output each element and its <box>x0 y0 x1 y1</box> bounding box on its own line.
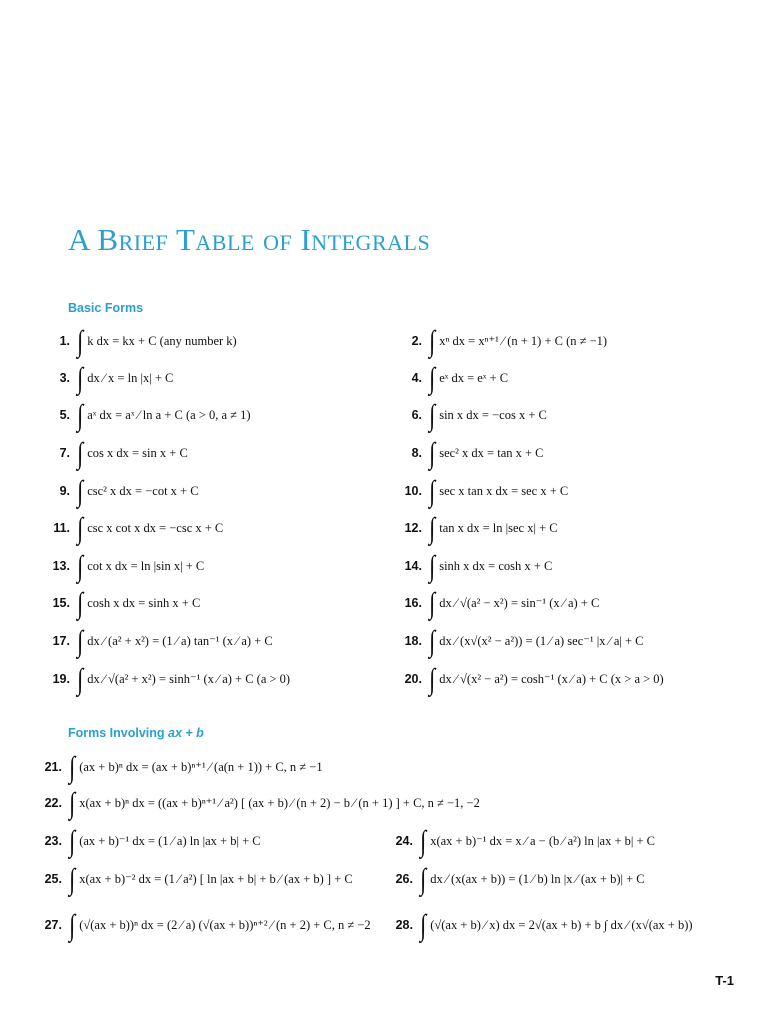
formula-number: 20. <box>404 672 422 686</box>
formula-number: 18. <box>404 634 422 648</box>
formula-14 <box>396 550 553 583</box>
integral-sign: ∫ <box>429 325 436 358</box>
integral-sign: ∫ <box>429 437 436 470</box>
integral-sign: ∫ <box>77 512 84 545</box>
formula-23 <box>36 825 261 858</box>
integral-sign: ∫ <box>420 863 427 896</box>
formula-expression: sec² x dx = tan x + C <box>439 445 544 460</box>
formula-11 <box>44 512 224 545</box>
formula-number: 16. <box>404 596 422 610</box>
formula-24 <box>387 825 656 858</box>
integral-sign: ∫ <box>429 625 436 658</box>
integral-sign: ∫ <box>77 437 84 470</box>
formula-expression: k dx = kx + C (any number k) <box>87 333 237 348</box>
formula-number: 9. <box>59 484 70 498</box>
formula-18 <box>396 625 644 658</box>
section-heading-variable: ax + b <box>168 726 204 740</box>
formula-17 <box>44 625 273 658</box>
formula-19 <box>44 663 291 696</box>
integral-sign: ∫ <box>77 475 84 508</box>
formula-number: 10. <box>404 484 422 498</box>
formula-number: 4. <box>411 371 422 385</box>
formula-number: 2. <box>411 334 422 348</box>
formula-expression: (√(ax + b))ⁿ dx = (2 ⁄ a) (√(ax + b))ⁿ⁺² ⁄ (n + 2) + C, n ≠ −2 <box>79 918 371 932</box>
section-heading-text: Basic Forms <box>68 301 144 315</box>
formula-number: 21. <box>44 760 62 774</box>
formula-25 <box>36 863 353 896</box>
integral-sign: ∫ <box>77 663 84 696</box>
formula-9 <box>44 475 199 508</box>
formula-12 <box>396 512 558 545</box>
formula-expression: dx ⁄ √(x² − a²) = cosh⁻¹ (x ⁄ a) + C (x > a > 0) <box>439 672 664 686</box>
integral-sign: ∫ <box>69 863 76 896</box>
integral-sign: ∫ <box>429 399 436 432</box>
integral-sign: ∫ <box>429 550 436 583</box>
formula-expression: aˣ dx = aˣ ⁄ ln a + C (a > 0, a ≠ 1) <box>87 407 251 422</box>
integral-sign: ∫ <box>77 325 84 358</box>
formula-number: 8. <box>411 446 422 460</box>
formula-number: 28. <box>395 918 413 932</box>
formula-expression: dx ⁄ (x√(x² − a²)) = (1 ⁄ a) sec⁻¹ |x ⁄ a| + C <box>439 634 644 648</box>
formula-number: 13. <box>52 559 70 573</box>
formula-expression: eˣ dx = eˣ + C <box>439 370 509 385</box>
integral-sign: ∫ <box>69 751 76 784</box>
formula-number: 24. <box>395 834 413 848</box>
formula-number: 17. <box>52 634 70 648</box>
formula-21 <box>36 751 323 784</box>
section-heading-text: Forms Involving <box>68 726 169 740</box>
formula-1 <box>44 325 237 358</box>
formula-27 <box>36 909 371 942</box>
integral-sign: ∫ <box>69 825 76 858</box>
formula-expression: sinh x dx = cosh x + C <box>439 558 553 573</box>
integral-sign: ∫ <box>77 550 84 583</box>
formula-number: 19. <box>52 672 70 686</box>
integral-sign: ∫ <box>77 625 84 658</box>
formula-number: 12. <box>404 521 422 535</box>
formula-number: 25. <box>44 872 62 886</box>
integral-sign: ∫ <box>429 512 436 545</box>
integral-sign: ∫ <box>429 362 436 395</box>
integral-sign: ∫ <box>420 909 427 942</box>
formula-number: 23. <box>44 834 62 848</box>
formula-number: 5. <box>59 408 70 422</box>
formula-expression: x(ax + b)⁻² dx = (1 ⁄ a²) [ ln |ax + b| + b ⁄ (ax + b) ] + C <box>79 872 353 886</box>
formula-expression: dx ⁄ (x(ax + b)) = (1 ⁄ b) ln |x ⁄ (ax + b)| + C <box>430 871 645 886</box>
formula-expression: cos x dx = sin x + C <box>87 445 188 460</box>
formula-expression: x(ax + b)ⁿ dx = ((ax + b)ⁿ⁺¹ ⁄ a²) [ (ax + b) ⁄ (n + 2) − b ⁄ (n + 1) ] + C, n ≠ −1, −2 <box>79 796 480 810</box>
formula-number: 1. <box>59 334 70 348</box>
formula-10 <box>396 475 569 508</box>
integral-sign: ∫ <box>429 663 436 696</box>
formula-expression: dx ⁄ (a² + x²) = (1 ⁄ a) tan⁻¹ (x ⁄ a) + C <box>87 634 273 648</box>
formula-number: 27. <box>44 918 62 932</box>
formula-number: 26. <box>395 872 413 886</box>
formula-number: 7. <box>59 446 70 460</box>
formula-number: 22. <box>44 796 62 810</box>
formula-expression: sec x tan x dx = sec x + C <box>439 483 569 498</box>
formula-20 <box>396 663 664 696</box>
formula-5 <box>44 399 251 432</box>
formula-expression: xⁿ dx = xⁿ⁺¹ ⁄ (n + 1) + C (n ≠ −1) <box>439 334 608 348</box>
formula-number: 15. <box>52 596 70 610</box>
integral-sign: ∫ <box>69 909 76 942</box>
integral-sign: ∫ <box>429 475 436 508</box>
formula-number: 14. <box>404 559 422 573</box>
formula-6 <box>396 399 547 432</box>
integral-sign: ∫ <box>77 399 84 432</box>
formula-expression: tan x dx = ln |sec x| + C <box>439 520 558 535</box>
formula-16 <box>396 587 600 620</box>
formula-expression: dx ⁄ x = ln |x| + C <box>87 370 174 385</box>
formula-7 <box>44 437 188 470</box>
formula-expression: csc x cot x dx = −csc x + C <box>87 520 224 535</box>
section-heading-ax-plus-b <box>68 726 204 740</box>
formula-expression: x(ax + b)⁻¹ dx = x ⁄ a − (b ⁄ a²) ln |ax + b| + C <box>430 834 656 848</box>
formula-3 <box>44 362 174 395</box>
formula-expression: (ax + b)ⁿ dx = (ax + b)ⁿ⁺¹ ⁄ (a(n + 1)) + C, n ≠ −1 <box>79 760 323 774</box>
integral-sign: ∫ <box>77 362 84 395</box>
formula-4 <box>396 362 509 395</box>
formula-13 <box>44 550 205 583</box>
formula-28 <box>387 909 693 942</box>
page-title: A Brief Table of Integrals <box>68 222 431 257</box>
formula-expression: (√(ax + b) ⁄ x) dx = 2√(ax + b) + b ∫ dx ⁄ (x√(ax + b)) <box>430 917 693 932</box>
formula-expression: cosh x dx = sinh x + C <box>87 595 201 610</box>
formula-expression: cot x dx = ln |sin x| + C <box>87 558 205 573</box>
formula-15 <box>44 587 201 620</box>
formula-expression: sin x dx = −cos x + C <box>439 407 547 422</box>
formula-22 <box>36 787 480 820</box>
section-heading-basic-forms <box>68 301 143 315</box>
integral-sign: ∫ <box>420 825 427 858</box>
integral-sign: ∫ <box>69 787 76 820</box>
formula-26 <box>387 863 645 896</box>
formula-2 <box>396 325 608 358</box>
formula-number: 3. <box>59 371 70 385</box>
formula-number: 6. <box>411 408 422 422</box>
formula-8 <box>396 437 544 470</box>
integral-sign: ∫ <box>429 587 436 620</box>
page-number: T-1 <box>715 973 734 988</box>
formula-expression: dx ⁄ √(a² + x²) = sinh⁻¹ (x ⁄ a) + C (a > 0) <box>87 672 291 686</box>
integral-sign: ∫ <box>77 587 84 620</box>
formula-expression: csc² x dx = −cot x + C <box>87 483 199 498</box>
formula-expression: dx ⁄ √(a² − x²) = sin⁻¹ (x ⁄ a) + C <box>439 596 600 610</box>
formula-number: 11. <box>53 521 70 535</box>
formula-expression: (ax + b)⁻¹ dx = (1 ⁄ a) ln |ax + b| + C <box>79 834 261 848</box>
